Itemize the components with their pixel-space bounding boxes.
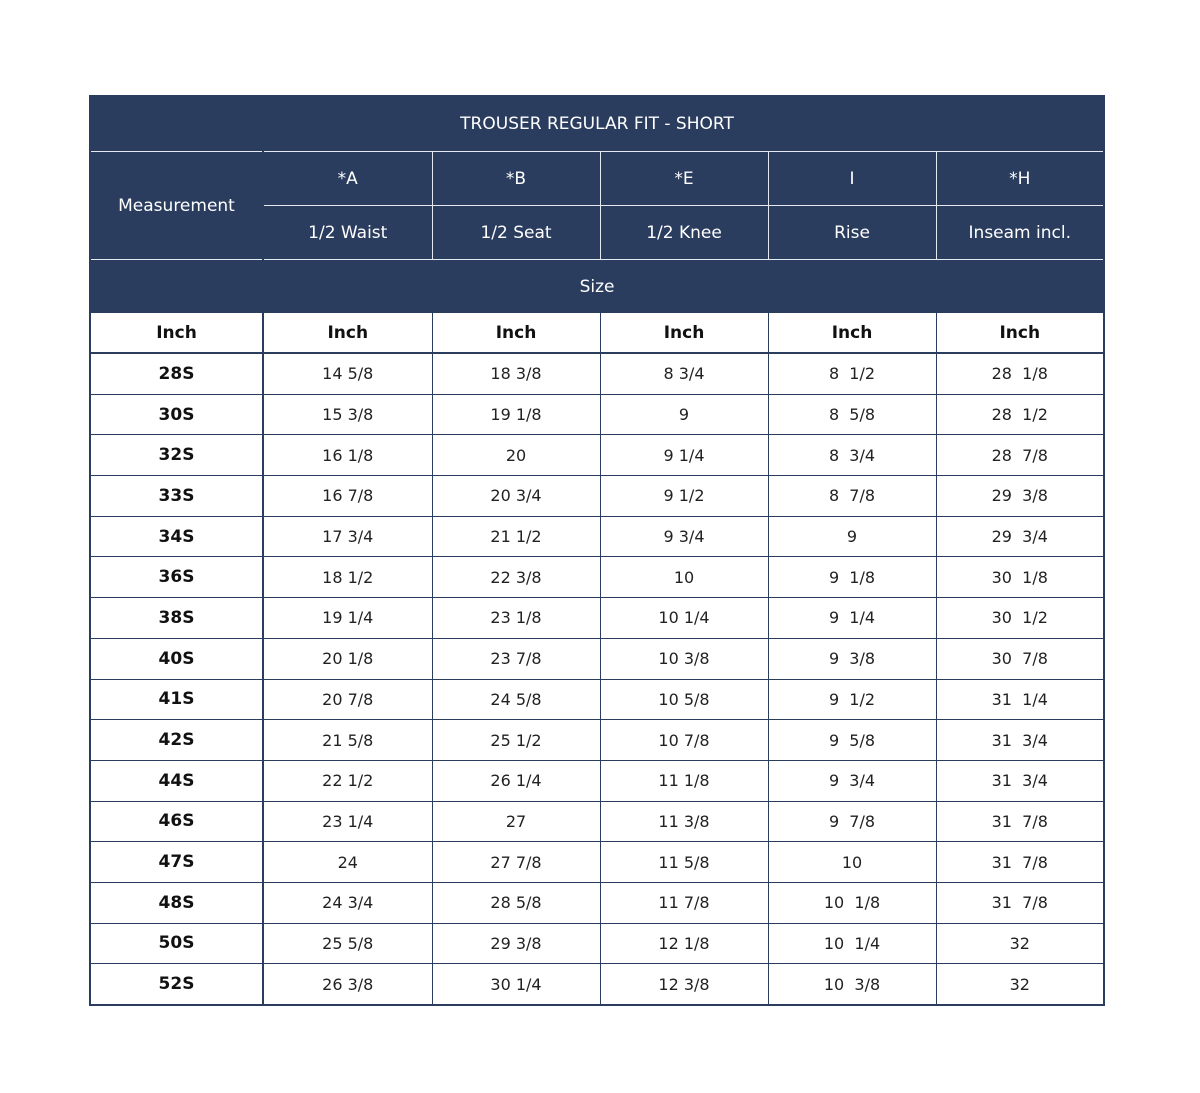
measurement-cell: 31 7/8 [936,882,1103,923]
measurement-cell: 25 1/2 [432,720,600,761]
table-row [91,557,1103,598]
measurement-cell: 23 1/4 [263,801,432,842]
size-cell: 33S [91,476,263,517]
measurement-cell: 10 1/8 [768,882,936,923]
size-cell: 38S [91,598,263,639]
table-row [91,679,1103,720]
measurement-cell: 11 5/8 [600,842,768,883]
unit-label: Inch [432,313,600,353]
size-cell: 47S [91,842,263,883]
table-row [91,353,1103,394]
measurement-cell: 9 7/8 [768,801,936,842]
measurement-cell: 16 1/8 [263,435,432,476]
measurement-cell: 22 3/8 [432,557,600,598]
measurement-cell: 9 1/4 [600,435,768,476]
measurement-cell: 9 1/2 [600,476,768,517]
table-row [91,394,1103,435]
table-row [91,882,1103,923]
size-table [91,97,1103,1004]
measurement-cell: 9 5/8 [768,720,936,761]
size-cell: 34S [91,516,263,557]
measurement-label: Measurement [91,152,263,260]
measurement-cell: 9 3/4 [768,760,936,801]
measurement-cell: 28 1/8 [936,353,1103,394]
table-row [91,720,1103,761]
size-chart [89,95,1105,1006]
measurement-cell: 18 1/2 [263,557,432,598]
size-label: Size [91,260,1103,314]
measurement-cell: 28 7/8 [936,435,1103,476]
measurement-cell: 8 7/8 [768,476,936,517]
measurement-cell: 27 [432,801,600,842]
measurement-cell: 9 1/4 [768,598,936,639]
measurement-cell: 19 1/8 [432,394,600,435]
measurement-cell: 22 1/2 [263,760,432,801]
measurement-cell: 10 [768,842,936,883]
measurement-cell: 10 3/8 [600,638,768,679]
measurement-cell: 18 3/8 [432,353,600,394]
measurement-cell: 15 3/8 [263,394,432,435]
measurement-cell: 12 1/8 [600,923,768,964]
size-cell: 28S [91,353,263,394]
table-row [91,476,1103,517]
measurement-cell: 9 1/2 [768,679,936,720]
measurement-cell: 8 5/8 [768,394,936,435]
column-name: 1/2 Knee [600,206,768,260]
unit-row [91,313,1103,353]
measurement-cell: 12 3/8 [600,964,768,1004]
measurement-cell: 31 1/4 [936,679,1103,720]
unit-label: Inch [600,313,768,353]
measurement-cell: 29 3/4 [936,516,1103,557]
column-name: 1/2 Waist [263,206,432,260]
measurement-cell: 9 1/8 [768,557,936,598]
measurement-cell: 32 [936,923,1103,964]
table-row [91,638,1103,679]
measurement-cell: 10 7/8 [600,720,768,761]
unit-label: Inch [936,313,1103,353]
measurement-cell: 8 3/4 [768,435,936,476]
table-row [91,435,1103,476]
measurement-cell: 31 7/8 [936,801,1103,842]
unit-label: Inch [263,313,432,353]
measurement-cell: 23 1/8 [432,598,600,639]
column-code: I [768,152,936,206]
column-name: 1/2 Seat [432,206,600,260]
size-cell: 40S [91,638,263,679]
table-row [91,516,1103,557]
measurement-cell: 30 1/4 [432,964,600,1004]
table-row [91,801,1103,842]
unit-label: Inch [91,313,263,353]
measurement-cell: 32 [936,964,1103,1004]
size-cell: 36S [91,557,263,598]
measurement-cell: 9 [768,516,936,557]
measurement-cell: 30 1/8 [936,557,1103,598]
measurement-cell: 10 1/4 [600,598,768,639]
measurement-cell: 20 1/8 [263,638,432,679]
measurement-cell: 11 3/8 [600,801,768,842]
size-cell: 44S [91,760,263,801]
measurement-cell: 24 3/4 [263,882,432,923]
size-cell: 48S [91,882,263,923]
column-code: *H [936,152,1103,206]
size-cell: 32S [91,435,263,476]
measurement-cell: 10 3/8 [768,964,936,1004]
column-code: *B [432,152,600,206]
measurement-cell: 8 3/4 [600,353,768,394]
size-cell: 50S [91,923,263,964]
measurement-cell: 19 1/4 [263,598,432,639]
measurement-cell: 21 5/8 [263,720,432,761]
measurement-cell: 24 5/8 [432,679,600,720]
size-cell: 30S [91,394,263,435]
measurement-cell: 31 7/8 [936,842,1103,883]
measurement-cell: 31 3/4 [936,720,1103,761]
measurement-cell: 9 [600,394,768,435]
measurement-cell: 10 1/4 [768,923,936,964]
measurement-cell: 14 5/8 [263,353,432,394]
measurement-cell: 27 7/8 [432,842,600,883]
measurement-cell: 9 3/8 [768,638,936,679]
measurement-cell: 10 5/8 [600,679,768,720]
measurement-cell: 26 3/8 [263,964,432,1004]
table-row [91,760,1103,801]
size-cell: 46S [91,801,263,842]
size-cell: 41S [91,679,263,720]
size-cell: 52S [91,964,263,1004]
measurement-cell: 20 [432,435,600,476]
unit-label: Inch [768,313,936,353]
measurement-cell: 25 5/8 [263,923,432,964]
column-code-row [91,152,1103,206]
table-row [91,598,1103,639]
measurement-cell: 26 1/4 [432,760,600,801]
measurement-cell: 9 3/4 [600,516,768,557]
measurement-cell: 16 7/8 [263,476,432,517]
column-name: Inseam incl. [936,206,1103,260]
size-cell: 42S [91,720,263,761]
measurement-cell: 28 5/8 [432,882,600,923]
column-code: *E [600,152,768,206]
measurement-cell: 30 7/8 [936,638,1103,679]
measurement-cell: 28 1/2 [936,394,1103,435]
measurement-cell: 30 1/2 [936,598,1103,639]
measurement-cell: 10 [600,557,768,598]
table-row [91,964,1103,1004]
measurement-cell: 29 3/8 [432,923,600,964]
measurement-cell: 29 3/8 [936,476,1103,517]
measurement-cell: 11 1/8 [600,760,768,801]
measurement-cell: 8 1/2 [768,353,936,394]
table-row [91,842,1103,883]
table-title: TROUSER REGULAR FIT - SHORT [91,97,1103,152]
measurement-cell: 31 3/4 [936,760,1103,801]
size-label-row [91,260,1103,314]
measurement-cell: 20 7/8 [263,679,432,720]
measurement-cell: 20 3/4 [432,476,600,517]
column-name: Rise [768,206,936,260]
measurement-cell: 21 1/2 [432,516,600,557]
measurement-cell: 24 [263,842,432,883]
measurement-cell: 17 3/4 [263,516,432,557]
measurement-cell: 23 7/8 [432,638,600,679]
title-row [91,97,1103,152]
measurement-cell: 11 7/8 [600,882,768,923]
table-row [91,923,1103,964]
column-code: *A [263,152,432,206]
